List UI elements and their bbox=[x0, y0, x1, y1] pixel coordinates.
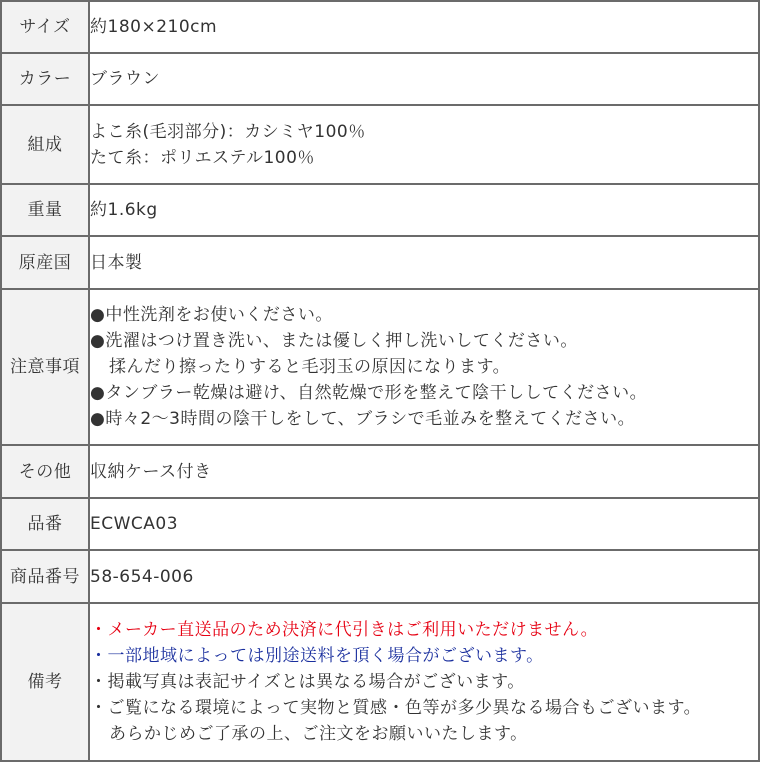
spec-text: ブラウン bbox=[90, 69, 160, 89]
remark-photo-notice: ・掲載写真は表記サイズとは異なる場合がございます。 bbox=[90, 672, 525, 692]
remark-display-notice: ・ご覧になる環境によって実物と質感・色等が多少異なる場合もございます。 bbox=[90, 698, 702, 718]
spec-row-composition bbox=[1, 105, 759, 184]
spec-row-product-number bbox=[1, 550, 759, 603]
care-note: 揉んだり擦ったりすると毛羽玉の原因になります。 bbox=[109, 357, 511, 377]
care-note: ●時々2～3時間の陰干しをして、ブラシで毛並みを整えてください。 bbox=[90, 409, 636, 429]
spec-value-size bbox=[89, 1, 759, 53]
care-note: ●中性洗剤をお使いください。 bbox=[90, 305, 333, 325]
spec-row-remarks bbox=[1, 603, 759, 761]
spec-text: ECWCA03 bbox=[90, 514, 179, 534]
spec-value-remarks bbox=[89, 603, 759, 761]
spec-value-origin bbox=[89, 236, 759, 289]
spec-label-composition: 組成 bbox=[1, 105, 89, 184]
spec-row-care bbox=[1, 289, 759, 445]
remark-cod-notice: ・メーカー直送品のため決済に代引きはご利用いただけません。 bbox=[90, 620, 599, 640]
spec-row-color bbox=[1, 53, 759, 105]
spec-value-color bbox=[89, 53, 759, 105]
spec-value-part-number bbox=[89, 498, 759, 550]
spec-text: 約180×210cm bbox=[90, 17, 218, 37]
spec-label-remarks: 備考 bbox=[1, 603, 89, 761]
spec-label-other: その他 bbox=[1, 445, 89, 498]
spec-label-product-number: 商品番号 bbox=[1, 550, 89, 603]
spec-row-part-number bbox=[1, 498, 759, 550]
spec-row-origin bbox=[1, 236, 759, 289]
remark-shipping-notice: ・一部地域によっては別途送料を頂く場合がございます。 bbox=[90, 646, 544, 666]
remark-acknowledge-notice: あらかじめご了承の上、ご注文をお願いいたします。 bbox=[109, 724, 528, 744]
spec-value-other bbox=[89, 445, 759, 498]
spec-label-origin: 原産国 bbox=[1, 236, 89, 289]
spec-text: 58-654-006 bbox=[90, 566, 194, 587]
spec-value-care bbox=[89, 289, 759, 445]
spec-text: よこ糸(毛羽部分)：カシミヤ100％ bbox=[90, 121, 366, 142]
spec-text: 約1.6kg bbox=[90, 200, 158, 220]
spec-row-size bbox=[1, 1, 759, 53]
spec-value-product-number bbox=[89, 550, 759, 603]
spec-row-weight bbox=[1, 184, 759, 236]
spec-label-size: サイズ bbox=[1, 1, 89, 53]
spec-label-color: カラー bbox=[1, 53, 89, 105]
spec-text: 日本製 bbox=[90, 252, 143, 273]
spec-label-part-number: 品番 bbox=[1, 498, 89, 550]
spec-text: たて糸：ポリエステル100％ bbox=[90, 147, 315, 168]
spec-text: 収納ケース付き bbox=[90, 461, 212, 482]
care-note: ●洗濯はつけ置き洗い、または優しく押し洗いしてください。 bbox=[90, 331, 578, 351]
spec-row-other bbox=[1, 445, 759, 498]
spec-label-weight: 重量 bbox=[1, 184, 89, 236]
spec-label-care: 注意事項 bbox=[1, 289, 89, 445]
care-note: ●タンブラー乾燥は避け、自然乾燥で形を整えて陰干ししてください。 bbox=[90, 383, 648, 403]
spec-value-composition bbox=[89, 105, 759, 184]
spec-value-weight bbox=[89, 184, 759, 236]
